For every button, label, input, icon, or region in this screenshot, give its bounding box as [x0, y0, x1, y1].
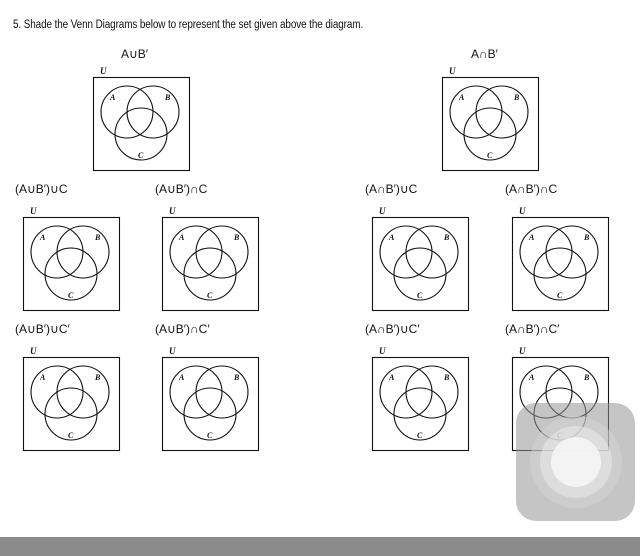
universe-label: U	[169, 206, 176, 216]
universe-label: U	[519, 346, 526, 356]
universe-label: U	[449, 66, 456, 76]
set-label-9: (A∩B′)∪C′	[365, 322, 420, 336]
circle-b-label: B	[234, 233, 240, 242]
circle-b-label: B	[584, 233, 590, 242]
venn-diagram-1[interactable]	[93, 66, 190, 171]
circle-b-label: B	[444, 373, 450, 382]
venn-diagram-6[interactable]	[512, 206, 609, 311]
set-label-6: (A∩B′)∩C	[505, 182, 558, 196]
circle-c-label: C	[207, 431, 213, 440]
circle-a-label: A	[389, 233, 395, 242]
universe-label: U	[519, 206, 526, 216]
circle-a-label: A	[40, 233, 46, 242]
circle-b-label: B	[514, 93, 520, 102]
circle-c-label: C	[138, 151, 144, 160]
circle-c-label: C	[68, 291, 74, 300]
circle-b-label: B	[584, 373, 590, 382]
universe-label: U	[379, 206, 386, 216]
circle-b-label: B	[444, 233, 450, 242]
circle-c-label: C	[417, 291, 423, 300]
circle-a-label: A	[459, 93, 465, 102]
venn-diagram-9[interactable]	[372, 346, 469, 451]
circle-b-label: B	[95, 373, 101, 382]
venn-diagram-8[interactable]	[162, 346, 259, 451]
venn-diagram-4[interactable]	[162, 206, 259, 311]
circle-b-label: B	[165, 93, 171, 102]
universe-label: U	[100, 66, 107, 76]
circle-b-label: B	[234, 373, 240, 382]
circle-c-label: C	[207, 291, 213, 300]
set-label-4: (A∪B′)∩C	[155, 182, 208, 196]
venn-diagram-2[interactable]	[442, 66, 539, 171]
circle-a-label: A	[179, 373, 185, 382]
circle-a-label: A	[529, 373, 535, 382]
set-label-8: (A∪B′)∩C′	[155, 322, 210, 336]
universe-label: U	[30, 206, 37, 216]
circle-c-label: C	[68, 431, 74, 440]
circle-a-label: A	[110, 93, 116, 102]
universe-label: U	[379, 346, 386, 356]
circle-a-label: A	[529, 233, 535, 242]
circle-c-label: C	[557, 291, 563, 300]
circle-c-label: C	[417, 431, 423, 440]
home-button-overlay[interactable]	[516, 403, 635, 521]
venn-diagram-5[interactable]	[372, 206, 469, 311]
set-label-5: (A∩B′)∪C	[365, 182, 418, 196]
set-label-10: (A∩B′)∩C′	[505, 322, 560, 336]
universe-label: U	[169, 346, 176, 356]
bottom-bar	[0, 537, 640, 556]
circle-c-label: C	[487, 151, 493, 160]
set-label-3: (A∪B′)∪C	[15, 182, 68, 196]
set-label-1: A∪B′	[121, 47, 149, 61]
venn-diagram-7[interactable]	[23, 346, 120, 451]
venn-diagram-3[interactable]	[23, 206, 120, 311]
home-button-icon	[530, 416, 622, 508]
universe-label: U	[30, 346, 37, 356]
circle-a-label: A	[389, 373, 395, 382]
set-label-7: (A∪B′)∪C′	[15, 322, 70, 336]
instruction-text: 5. Shade the Venn Diagrams below to represent the set given above the diagram.	[13, 19, 364, 31]
circle-a-label: A	[40, 373, 46, 382]
circle-b-label: B	[95, 233, 101, 242]
circle-a-label: A	[179, 233, 185, 242]
set-label-2: A∩B′	[471, 47, 498, 61]
